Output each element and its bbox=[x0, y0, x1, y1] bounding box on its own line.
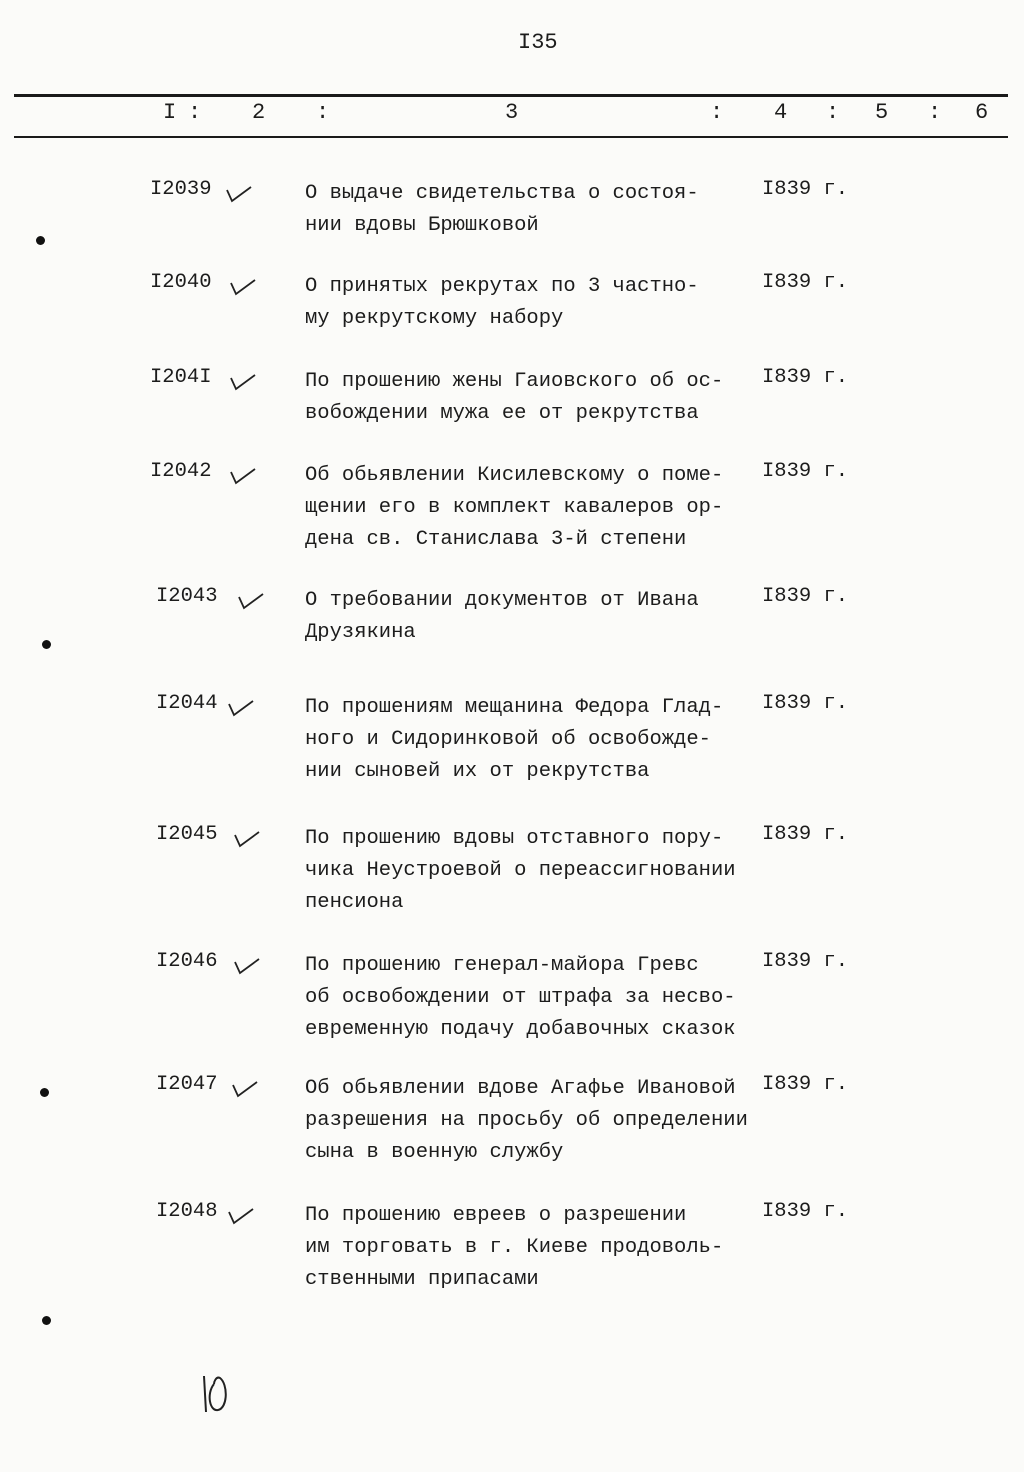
description-line: им торговать в г. Киеве продоволь- bbox=[305, 1236, 724, 1259]
checkmark-icon bbox=[228, 464, 258, 488]
col-header-2: 2 bbox=[252, 100, 266, 125]
punch-hole-mark bbox=[42, 640, 51, 649]
entry-description bbox=[305, 950, 736, 1046]
entry-year: I839 г. bbox=[762, 1073, 849, 1096]
description-line: нии вдовы Брюшковой bbox=[305, 214, 539, 237]
entry-year: I839 г. bbox=[762, 585, 849, 608]
description-line: О требовании документов от Ивана bbox=[305, 589, 699, 612]
entry-year: I839 г. bbox=[762, 271, 849, 294]
handwritten-page-count bbox=[196, 1366, 236, 1427]
entry-description bbox=[305, 823, 736, 919]
description-line: По прошению жены Гаиовского об ос- bbox=[305, 370, 724, 393]
page-number: I35 bbox=[518, 30, 558, 55]
checkmark-icon bbox=[226, 696, 256, 720]
description-line: О выдаче свидетельства о состоя- bbox=[305, 182, 699, 205]
entry-number: I204I bbox=[150, 366, 212, 389]
description-line: вобождении мужа ее от рекрутства bbox=[305, 402, 699, 425]
entry-description bbox=[305, 692, 723, 788]
description-line: чика Неустроевой о переассигновании bbox=[305, 859, 736, 882]
checkmark-icon bbox=[228, 370, 258, 394]
description-line: Об обьявлении Кисилевскому о поме- bbox=[305, 464, 724, 487]
entry-description bbox=[305, 585, 699, 649]
description-line: По прошениям мещанина Федора Глад- bbox=[305, 696, 724, 719]
checkmark-icon bbox=[230, 1077, 260, 1101]
description-line: му рекрутскому набору bbox=[305, 307, 564, 330]
checkmark-icon bbox=[232, 827, 262, 851]
punch-hole-mark bbox=[42, 1316, 51, 1325]
col-header-5: 5 bbox=[875, 100, 889, 125]
header-rule-bottom bbox=[14, 136, 1008, 138]
entry-number: I2044 bbox=[156, 692, 218, 715]
entry-year: I839 г. bbox=[762, 178, 849, 201]
description-line: об освобождении от штрафа за несво- bbox=[305, 986, 736, 1009]
description-line: Об обьявлении вдове Агафье Ивановой bbox=[305, 1077, 736, 1100]
header-rule-top bbox=[14, 94, 1008, 97]
description-line: ного и Сидоринковой об освобожде- bbox=[305, 728, 711, 751]
entry-description bbox=[305, 1073, 748, 1169]
entry-number: I2042 bbox=[150, 460, 212, 483]
entry-number: I2048 bbox=[156, 1200, 218, 1223]
entry-description bbox=[305, 271, 699, 335]
description-line: нии сыновей их от рекрутства bbox=[305, 760, 650, 783]
entry-number: I2043 bbox=[156, 585, 218, 608]
description-line: ственными припасами bbox=[305, 1268, 539, 1291]
description-line: По прошению генерал-майора Гревс bbox=[305, 954, 699, 977]
entry-description bbox=[305, 1200, 723, 1296]
col-header-1: I bbox=[163, 100, 177, 125]
punch-hole-mark bbox=[36, 236, 45, 245]
checkmark-icon bbox=[228, 275, 258, 299]
description-line: разрешения на просьбу об определении bbox=[305, 1109, 748, 1132]
description-line: Друзякина bbox=[305, 621, 416, 644]
description-line: По прошению вдовы отставного пору- bbox=[305, 827, 724, 850]
col-header-4: 4 bbox=[774, 100, 788, 125]
description-line: щении его в комплект кавалеров ор- bbox=[305, 496, 724, 519]
checkmark-icon bbox=[236, 589, 266, 613]
checkmark-icon bbox=[224, 182, 254, 206]
description-line: сына в военную службу bbox=[305, 1141, 564, 1164]
entry-description bbox=[305, 366, 723, 430]
description-line: О принятых рекрутах по 3 частно- bbox=[305, 275, 699, 298]
entry-year: I839 г. bbox=[762, 366, 849, 389]
entry-number: I2045 bbox=[156, 823, 218, 846]
description-line: пенсиона bbox=[305, 891, 404, 914]
description-line: евременную подачу добавочных сказок bbox=[305, 1018, 736, 1041]
entry-number: I2040 bbox=[150, 271, 212, 294]
col-separator: : bbox=[826, 100, 840, 125]
entry-year: I839 г. bbox=[762, 692, 849, 715]
punch-hole-mark bbox=[40, 1088, 49, 1097]
col-separator: : bbox=[316, 100, 330, 125]
description-line: По прошению евреев о разрешении bbox=[305, 1204, 687, 1227]
entry-year: I839 г. bbox=[762, 950, 849, 973]
entry-year: I839 г. bbox=[762, 1200, 849, 1223]
checkmark-icon bbox=[232, 954, 262, 978]
col-separator: : bbox=[188, 100, 202, 125]
entry-description bbox=[305, 460, 723, 556]
col-header-3: 3 bbox=[505, 100, 519, 125]
entry-year: I839 г. bbox=[762, 460, 849, 483]
description-line: дена св. Станислава 3-й степени bbox=[305, 528, 687, 551]
col-separator: : bbox=[928, 100, 942, 125]
entry-number: I2047 bbox=[156, 1073, 218, 1096]
entry-number: I2039 bbox=[150, 178, 212, 201]
entry-number: I2046 bbox=[156, 950, 218, 973]
entry-description bbox=[305, 178, 699, 242]
col-separator: : bbox=[710, 100, 724, 125]
handwritten-ten-mark bbox=[196, 1366, 236, 1422]
entry-year: I839 г. bbox=[762, 823, 849, 846]
checkmark-icon bbox=[226, 1204, 256, 1228]
col-header-6: 6 bbox=[975, 100, 989, 125]
